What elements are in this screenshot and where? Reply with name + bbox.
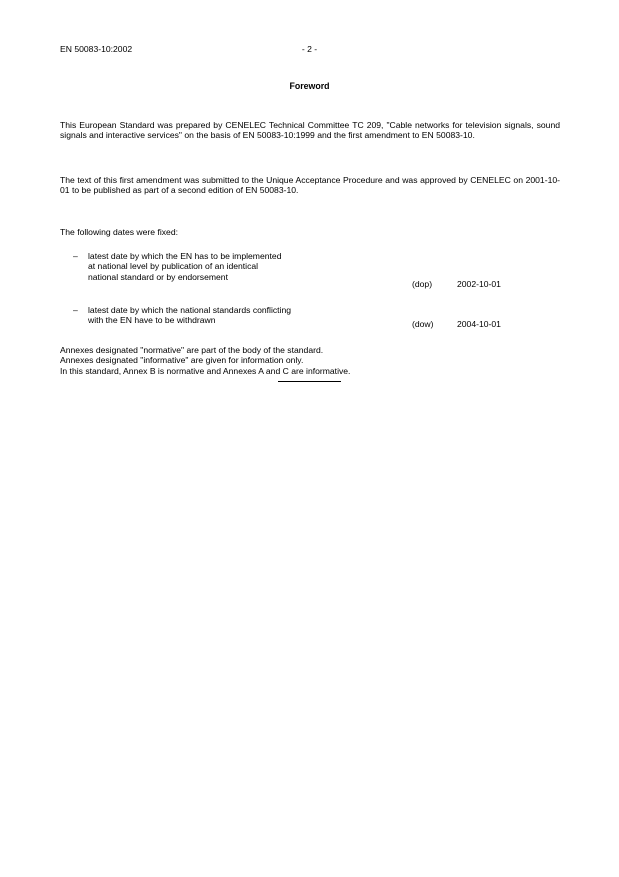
foreword-paragraph-approval: The text of this first amendment was submitted to the Unique Acceptance Procedure and was approved by CENELEC on 2001-10-01 to be published as part of a second edition of EN 50083-10.	[60, 175, 560, 196]
dash-bullet: –	[73, 251, 78, 261]
date-value: 2004-10-01	[457, 319, 501, 329]
date-value: 2002-10-01	[457, 279, 501, 289]
date-item-description	[88, 251, 408, 282]
annex-notes	[60, 345, 560, 376]
date-item-line: with the EN have to be withdrawn	[88, 315, 216, 326]
date-item-description	[88, 305, 408, 326]
annex-note-line: In this standard, Annex B is normative and Annexes A and C are informative.	[60, 365, 351, 376]
date-item-line: at national level by publication of an identical	[88, 261, 259, 272]
page-number: - 2 -	[301, 44, 318, 54]
date-item-line: national standard or by endorsement	[88, 271, 228, 282]
annex-note-line: Annexes designated "informative" are given for information only.	[60, 355, 304, 366]
date-item-line: latest date by which the national standards conflicting	[88, 305, 292, 315]
foreword-paragraph-dates-intro: The following dates were fixed:	[60, 227, 178, 237]
document-id: EN 50083-10:2002	[60, 44, 133, 54]
page-title: Foreword	[289, 81, 330, 91]
end-divider	[278, 381, 341, 382]
dash-bullet: –	[73, 305, 78, 315]
date-abbreviation: (dow)	[412, 319, 434, 329]
date-item-line: latest date by which the EN has to be implemented	[88, 251, 282, 261]
annex-note-line: Annexes designated "normative" are part of the body of the standard.	[60, 345, 324, 355]
date-abbreviation: (dop)	[412, 279, 433, 289]
foreword-paragraph-preparation: This European Standard was prepared by CENELEC Technical Committee TC 209, "Cable networks for television signals, sound signals and interactive services" on the basis of EN 50083-10:1999 and the first amendment to EN 50083-10.	[60, 120, 560, 141]
